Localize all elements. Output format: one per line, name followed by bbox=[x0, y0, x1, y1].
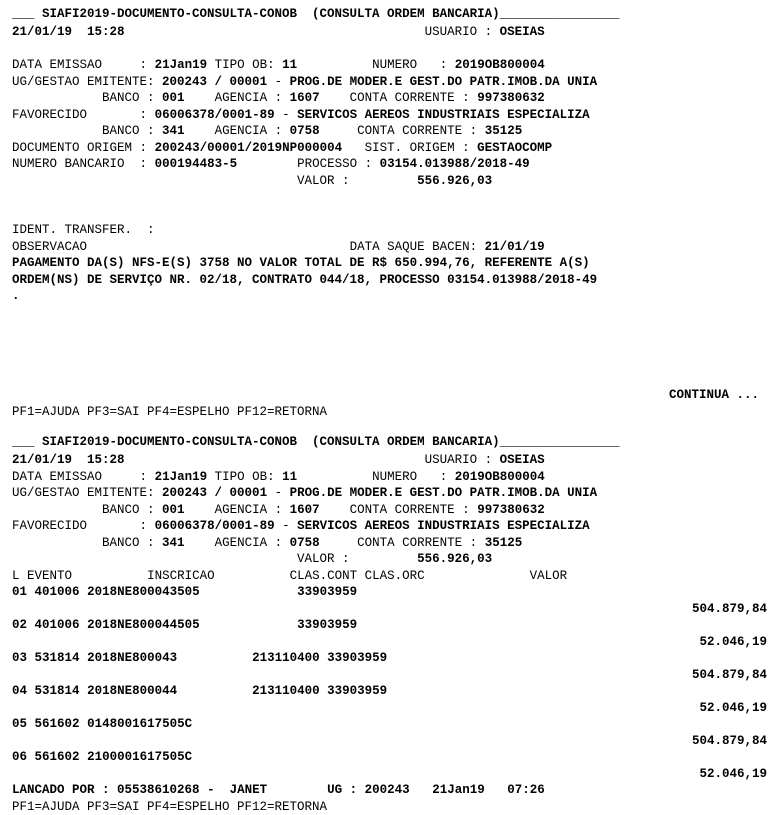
screen1-data-emissao-line bbox=[12, 57, 771, 74]
row-evento: 401006 bbox=[35, 618, 80, 632]
pad bbox=[80, 585, 88, 599]
screen2-pad-g bbox=[297, 470, 372, 484]
table-row[interactable] bbox=[12, 617, 771, 634]
screen1-datetime-usuario-line bbox=[12, 24, 771, 41]
screen1-pad-w bbox=[185, 124, 215, 138]
screen2-pad-s bbox=[87, 519, 140, 533]
screen1-pad-h bbox=[155, 75, 163, 89]
pad bbox=[410, 783, 433, 797]
pad bbox=[80, 684, 88, 698]
screen1-pad-j bbox=[282, 75, 290, 89]
pad bbox=[80, 618, 88, 632]
col-header-inscricao: INSCRICAO bbox=[147, 569, 215, 583]
screen1-favorecido-sep: : bbox=[140, 108, 148, 122]
row-valor: 52.046,19 bbox=[12, 700, 771, 717]
screen1-favorecido-label: FAVORECIDO bbox=[12, 108, 87, 122]
row-inscricao: 2018NE800043 bbox=[87, 651, 177, 665]
screen2-pad-w bbox=[12, 536, 102, 550]
screen1-pad-v bbox=[155, 124, 163, 138]
screen2-pad-ag bbox=[215, 569, 290, 583]
screen2-lancado-por-line bbox=[12, 782, 771, 799]
pad bbox=[27, 750, 35, 764]
table-row[interactable] bbox=[12, 584, 771, 601]
screen2-pad-ab bbox=[477, 536, 485, 550]
table-row[interactable] bbox=[12, 716, 771, 733]
screen1-pad-u bbox=[12, 124, 102, 138]
screen2-pfkeys[interactable]: PF1=AJUDA PF3=SAI PF4=ESPELHO PF12=RETORNA bbox=[12, 799, 771, 815]
row-l: 03 bbox=[12, 651, 27, 665]
row-inscricao: 2018NE800044 bbox=[87, 684, 177, 698]
lancado-por-nome: JANET bbox=[230, 783, 268, 797]
screen1-numero-label: NUMERO bbox=[372, 58, 417, 72]
row-valor: 504.879,84 bbox=[12, 667, 771, 684]
screen1-pad-b bbox=[147, 58, 155, 72]
lancado-hora: 07:26 bbox=[507, 783, 545, 797]
screen1-pad-ae bbox=[125, 157, 140, 171]
screen1-observacao-text-line3: . bbox=[12, 288, 771, 305]
screen1-sist-origem-label: SIST. ORIGEM : bbox=[365, 141, 470, 155]
screen1-banco-emitente-line bbox=[12, 90, 771, 107]
screen2-pad-ad bbox=[350, 552, 418, 566]
screen2-pad-p bbox=[282, 503, 290, 517]
col-header-evento: EVENTO bbox=[27, 569, 72, 583]
screen1-ug-gestao-label: UG/GESTAO EMITENTE: bbox=[12, 75, 155, 89]
screen2-header: ___ SIAFI2019-DOCUMENTO-CONSULTA-CONOB (CONSULTA ORDEM BANCARIA)________________ bbox=[12, 434, 771, 452]
row-clas-orc: 33903959 bbox=[297, 585, 357, 599]
screen2-banco-favorecido-line bbox=[12, 535, 771, 552]
screen1-doc-origem-label: DOCUMENTO ORIGEM bbox=[12, 141, 132, 155]
screen1-data-emissao-label: DATA EMISSAO bbox=[12, 58, 102, 72]
screen2-datetime-usuario-line bbox=[12, 452, 771, 469]
screen1-pad-ai bbox=[12, 174, 297, 188]
screen1-data-saque-value: 21/01/19 bbox=[485, 240, 545, 254]
screen1-pad-al bbox=[477, 240, 485, 254]
screen1-valor-value: 556.926,03 bbox=[417, 174, 492, 188]
screen2-data-emissao-value: 21Jan19 bbox=[155, 470, 208, 484]
row-inscricao: 2018NE800044505 bbox=[87, 618, 200, 632]
screen2-pad-e bbox=[207, 470, 215, 484]
table-row[interactable] bbox=[12, 650, 771, 667]
screen2-valor-line bbox=[12, 551, 771, 568]
col-header-valor: VALOR bbox=[530, 569, 568, 583]
row-l: 01 bbox=[12, 585, 27, 599]
screen1-numero-value: 2019OB800004 bbox=[455, 58, 545, 72]
pad bbox=[27, 651, 35, 665]
screen1-pad-s bbox=[275, 108, 283, 122]
screen1-pad-c bbox=[207, 58, 215, 72]
screen2-pad-l bbox=[282, 486, 290, 500]
screen2-usuario-label: USUARIO : bbox=[425, 453, 493, 467]
screen1-pad-a bbox=[102, 58, 140, 72]
row-inscricao: 2100001617505C bbox=[87, 750, 192, 764]
screen1-sep bbox=[492, 25, 500, 39]
screen2-banco2-label: BANCO : bbox=[102, 536, 155, 550]
screen1-pad-ab bbox=[147, 141, 155, 155]
screen1-pad-t bbox=[290, 108, 298, 122]
screen1-valor-label: VALOR : bbox=[297, 174, 350, 188]
screen2-table-header-row bbox=[12, 568, 771, 585]
screen1-gap-3 bbox=[12, 305, 771, 371]
screen1-usuario-value: OSEIAS bbox=[500, 25, 545, 39]
screen2-data-emissao-label: DATA EMISSAO bbox=[12, 470, 102, 484]
screen2-agencia2-label: AGENCIA : bbox=[215, 536, 283, 550]
row-clas-orc: 33903959 bbox=[327, 651, 387, 665]
screen1-pad-d bbox=[275, 58, 283, 72]
pad bbox=[27, 684, 35, 698]
screen2-banco2-value: 341 bbox=[162, 536, 185, 550]
screen1-ug-gestao-nome: PROG.DE MODER.E GEST.DO PATR.IMOB.DA UNIA bbox=[290, 75, 598, 89]
row-l: 02 bbox=[12, 618, 27, 632]
row-valor: 52.046,19 bbox=[12, 634, 771, 651]
screen2-pad-d bbox=[147, 470, 155, 484]
screen2-pad-t bbox=[147, 519, 155, 533]
lancado-por-cpf: 05538610268 bbox=[117, 783, 200, 797]
screen1-banco-favorecido-line bbox=[12, 123, 771, 140]
screen1-gap-4 bbox=[12, 371, 771, 388]
screen2-pad-j bbox=[155, 486, 163, 500]
pad bbox=[200, 783, 208, 797]
screen2-pad-f bbox=[275, 470, 283, 484]
screen2-conta1-value: 997380632 bbox=[477, 503, 545, 517]
screen1-conta2-value: 35125 bbox=[485, 124, 523, 138]
pad bbox=[80, 750, 88, 764]
screen1-agencia2-label: AGENCIA : bbox=[215, 124, 283, 138]
pad bbox=[27, 585, 35, 599]
row-evento: 561602 bbox=[35, 717, 80, 731]
pad bbox=[357, 783, 365, 797]
screen1-processo-label: PROCESSO : bbox=[297, 157, 372, 171]
ug-value: 200243 bbox=[365, 783, 410, 797]
screen1-agencia1-label: AGENCIA : bbox=[215, 91, 283, 105]
screen1-observacao-line bbox=[12, 239, 771, 256]
screen1-pad-m bbox=[185, 91, 215, 105]
screen2-pad-i bbox=[447, 470, 455, 484]
screen1-observacao-text-line2: ORDEM(NS) DE SERVIÇO NR. 02/18, CONTRATO 044/18, PROCESSO 03154.013988/2018-49 bbox=[12, 272, 771, 289]
screen2-conta2-label: CONTA CORRENTE : bbox=[357, 536, 477, 550]
screen1-processo-value: 03154.013988/2018-49 bbox=[380, 157, 530, 171]
screen1-pad-x bbox=[282, 124, 290, 138]
screen1-data-emissao-value: 21Jan19 bbox=[155, 58, 208, 72]
screen1-ug-gestao-line bbox=[12, 74, 771, 91]
lancado-por-dash: - bbox=[207, 783, 215, 797]
screen1-pad-e bbox=[297, 58, 372, 72]
screen2-pad-n bbox=[155, 503, 163, 517]
screen1-banco2-label: BANCO : bbox=[102, 124, 155, 138]
screen1-favorecido-nome: SERVICOS AEREOS INDUSTRIAIS ESPECIALIZA bbox=[297, 108, 590, 122]
pad bbox=[80, 717, 88, 731]
row-l: 06 bbox=[12, 750, 27, 764]
ug-label: UG : bbox=[327, 783, 357, 797]
screen2-pad-x bbox=[155, 536, 163, 550]
screen1-pfkeys[interactable]: PF1=AJUDA PF3=SAI PF4=ESPELHO PF12=RETORNA bbox=[12, 404, 771, 421]
pad bbox=[27, 618, 35, 632]
screen2-numero-sep: : bbox=[440, 470, 448, 484]
screen1-conta2-label: CONTA CORRENTE : bbox=[357, 124, 477, 138]
pad bbox=[215, 783, 230, 797]
screen2-ug-gestao-nome: PROG.DE MODER.E GEST.DO PATR.IMOB.DA UNIA bbox=[290, 486, 598, 500]
screen1-pad-z bbox=[477, 124, 485, 138]
screen1-pad-r bbox=[147, 108, 155, 122]
row-evento: 561602 bbox=[35, 750, 80, 764]
screen1-data-saque-label: DATA SAQUE BACEN: bbox=[350, 240, 478, 254]
screen1-usuario-label: USUARIO : bbox=[425, 25, 493, 39]
row-valor: 52.046,19 bbox=[12, 766, 771, 783]
screen2-agencia2-value: 0758 bbox=[290, 536, 320, 550]
screen1-gap-2 bbox=[12, 189, 771, 222]
screen1-banco2-value: 341 bbox=[162, 124, 185, 138]
screen1-pad-ak bbox=[87, 240, 350, 254]
row-valor: 504.879,84 bbox=[12, 733, 771, 750]
screen1-num-bancario-value: 000194483-5 bbox=[155, 157, 238, 171]
screen2-pad-k bbox=[267, 486, 275, 500]
screen2-datetime: 21/01/19 15:28 bbox=[12, 453, 125, 467]
screen1-pad-n bbox=[282, 91, 290, 105]
screen2-agencia1-value: 1607 bbox=[290, 503, 320, 517]
screen1-pad-o bbox=[320, 91, 350, 105]
lancado-data: 21Jan19 bbox=[432, 783, 485, 797]
screen1-data-emissao-sep: : bbox=[140, 58, 148, 72]
pad bbox=[177, 684, 252, 698]
screen1-tipo-ob-value: 11 bbox=[282, 58, 297, 72]
screen2-ug-gestao-dash: - bbox=[275, 486, 283, 500]
screen2-valor-label: VALOR : bbox=[297, 552, 350, 566]
screen2-data-emissao-sep: : bbox=[140, 470, 148, 484]
screen1-pad-aj bbox=[350, 174, 418, 188]
pad bbox=[110, 783, 118, 797]
screen1-favorecido-value: 06006378/0001-89 bbox=[155, 108, 275, 122]
screen1-tipo-ob-label: TIPO OB: bbox=[215, 58, 275, 72]
screen2-pad-ai bbox=[425, 569, 530, 583]
screen1-pad-y bbox=[320, 124, 358, 138]
screen1-agencia1-value: 1607 bbox=[290, 91, 320, 105]
screen2-pad-aa bbox=[320, 536, 358, 550]
col-header-clas-orc: CLAS.ORC bbox=[365, 569, 425, 583]
screen2-pad-ah bbox=[357, 569, 365, 583]
screen2-ug-gestao-line bbox=[12, 485, 771, 502]
screen2-pad-q bbox=[320, 503, 350, 517]
pad bbox=[267, 783, 327, 797]
screen1-header: ___ SIAFI2019-DOCUMENTO-CONSULTA-CONOB (CONSULTA ORDEM BANCARIA)________________ bbox=[12, 6, 771, 24]
screen1-pad-l bbox=[155, 91, 163, 105]
pad bbox=[485, 783, 508, 797]
screen2-usuario-value: OSEIAS bbox=[500, 453, 545, 467]
screen2-pad-b bbox=[492, 453, 500, 467]
screen1-doc-origem-value: 200243/00001/2019NP000004 bbox=[155, 141, 343, 155]
screen1-observacao-text-line1: PAGAMENTO DA(S) NFS-E(S) 3758 NO VALOR TOTAL DE R$ 650.994,76, REFERENTE A(S) bbox=[12, 255, 771, 272]
screen1-numero-bancario-line bbox=[12, 156, 771, 173]
screen2-pad-o bbox=[185, 503, 215, 517]
screen2-pad-a bbox=[125, 453, 425, 467]
screen1-gap-1 bbox=[12, 41, 771, 58]
screen2-favorecido-label: FAVORECIDO bbox=[12, 519, 87, 533]
screen1-conta1-label: CONTA CORRENTE : bbox=[350, 91, 470, 105]
screen2-favorecido-line bbox=[12, 518, 771, 535]
screen1-conta1-value: 997380632 bbox=[477, 91, 545, 105]
screen1-pad-k bbox=[12, 91, 102, 105]
pad bbox=[320, 684, 328, 698]
screen1-banco1-label: BANCO : bbox=[102, 91, 155, 105]
screen1-valor-line bbox=[12, 173, 771, 190]
row-clas-orc: 33903959 bbox=[327, 684, 387, 698]
table-row[interactable] bbox=[12, 683, 771, 700]
screen1-num-bancario-sep: : bbox=[140, 157, 148, 171]
screen2-conta2-value: 35125 bbox=[485, 536, 523, 550]
screen1-ug-gestao-dash: - bbox=[275, 75, 283, 89]
lancado-por-label: LANCADO POR : bbox=[12, 783, 110, 797]
screen2-pad-h bbox=[417, 470, 440, 484]
row-l: 04 bbox=[12, 684, 27, 698]
pad bbox=[177, 651, 252, 665]
row-evento: 401006 bbox=[35, 585, 80, 599]
screen1-numero-sep: : bbox=[440, 58, 448, 72]
screen1-pad-ah bbox=[372, 157, 380, 171]
screen1-pad-ac bbox=[342, 141, 365, 155]
row-clas-cont: 213110400 bbox=[252, 684, 320, 698]
screen2-pad-u bbox=[275, 519, 283, 533]
screen1-spacer bbox=[125, 25, 425, 39]
screen2-pad-af bbox=[72, 569, 147, 583]
pad bbox=[200, 585, 298, 599]
screen1-datetime: 21/01/19 15:28 bbox=[12, 25, 125, 39]
screen1-ident-transfer-line bbox=[12, 222, 771, 239]
screen2-numero-value: 2019OB800004 bbox=[455, 470, 545, 484]
table-row[interactable] bbox=[12, 749, 771, 766]
row-clas-orc: 33903959 bbox=[297, 618, 357, 632]
screen1-pad-af bbox=[147, 157, 155, 171]
row-valor: 504.879,84 bbox=[12, 601, 771, 618]
screen2-numero-label: NUMERO bbox=[372, 470, 417, 484]
screen2-favorecido-dash: - bbox=[282, 519, 290, 533]
row-evento: 531814 bbox=[35, 651, 80, 665]
screen2-ug-gestao-label: UG/GESTAO EMITENTE: bbox=[12, 486, 155, 500]
screen2-favorecido-nome: SERVICOS AEREOS INDUSTRIAIS ESPECIALIZA bbox=[297, 519, 590, 533]
screen2-pad-m bbox=[12, 503, 102, 517]
screen2-ug-gestao-value: 200243 / 00001 bbox=[162, 486, 267, 500]
pad bbox=[27, 717, 35, 731]
col-header-l: L bbox=[12, 569, 20, 583]
screen2-favorecido-value: 06006378/0001-89 bbox=[155, 519, 275, 533]
screen-consulta-ordem-bancaria-2 bbox=[0, 434, 783, 815]
screen2-conta1-label: CONTA CORRENTE : bbox=[350, 503, 470, 517]
pad bbox=[80, 651, 88, 665]
row-inscricao: 0148001617505C bbox=[87, 717, 192, 731]
screen2-favorecido-sep: : bbox=[140, 519, 148, 533]
screen1-pad-aa bbox=[132, 141, 140, 155]
screen2-agencia1-label: AGENCIA : bbox=[215, 503, 283, 517]
screen2-banco-emitente-line bbox=[12, 502, 771, 519]
screen1-pad-q bbox=[87, 108, 140, 122]
screen1-observacao-label: OBSERVACAO bbox=[12, 240, 87, 254]
screen1-pad-i bbox=[267, 75, 275, 89]
screen1-documento-origem-line bbox=[12, 140, 771, 157]
pad bbox=[320, 651, 328, 665]
screen1-favorecido-dash: - bbox=[282, 108, 290, 122]
screen2-banco1-label: BANCO : bbox=[102, 503, 155, 517]
screen-consulta-ordem-bancaria-1 bbox=[0, 6, 783, 420]
screen1-pad-g bbox=[447, 58, 455, 72]
screen1-ident-transfer-label: IDENT. TRANSFER. : bbox=[12, 223, 155, 237]
pad bbox=[200, 618, 298, 632]
col-header-clas-cont: CLAS.CONT bbox=[290, 569, 358, 583]
row-evento: 531814 bbox=[35, 684, 80, 698]
screen2-pad-c bbox=[102, 470, 140, 484]
screen2-pad-y bbox=[185, 536, 215, 550]
screen1-ug-gestao-value: 200243 / 00001 bbox=[162, 75, 267, 89]
screen1-agencia2-value: 0758 bbox=[290, 124, 320, 138]
screen2-pad-v bbox=[290, 519, 298, 533]
screen1-continua-label: CONTINUA ... bbox=[12, 387, 771, 404]
screen1-pad-f bbox=[417, 58, 440, 72]
screen2-banco1-value: 001 bbox=[162, 503, 185, 517]
screen1-doc-origem-sep: : bbox=[140, 141, 148, 155]
row-inscricao: 2018NE800043505 bbox=[87, 585, 200, 599]
screen2-tipo-ob-value: 11 bbox=[282, 470, 297, 484]
screen1-banco1-value: 001 bbox=[162, 91, 185, 105]
screen2-pad-z bbox=[282, 536, 290, 550]
screen2-pad-ae bbox=[20, 569, 28, 583]
screen2-data-emissao-line bbox=[12, 469, 771, 486]
screen1-pad-ag bbox=[237, 157, 297, 171]
screen1-sist-origem-value: GESTAOCOMP bbox=[477, 141, 552, 155]
row-clas-cont: 213110400 bbox=[252, 651, 320, 665]
screen2-tipo-ob-label: TIPO OB: bbox=[215, 470, 275, 484]
screen1-num-bancario-label: NUMERO BANCARIO bbox=[12, 157, 125, 171]
screen2-valor-value: 556.926,03 bbox=[417, 552, 492, 566]
screen1-favorecido-line bbox=[12, 107, 771, 124]
row-l: 05 bbox=[12, 717, 27, 731]
screen2-pad-ac bbox=[12, 552, 297, 566]
